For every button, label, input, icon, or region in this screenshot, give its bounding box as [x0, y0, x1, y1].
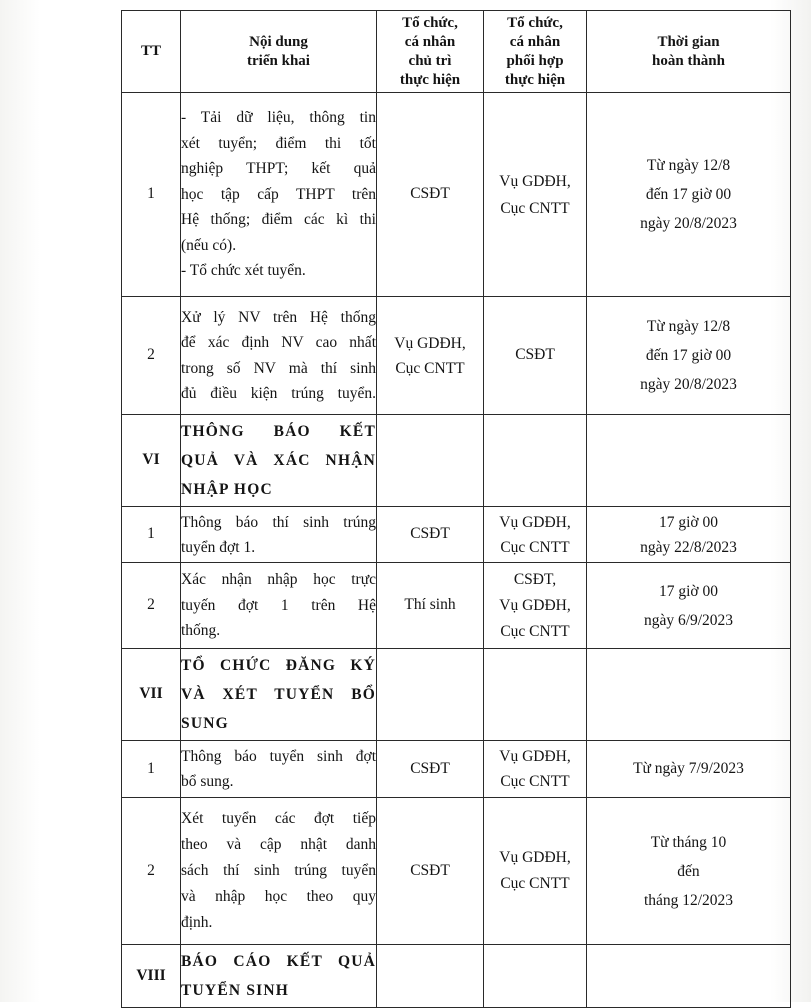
row-content: Xác nhận nhập học trực tuyến đợt 1 trên Hệ thống.: [181, 563, 377, 649]
row-coop: CSĐT: [484, 297, 587, 415]
header-content: Nội dung triển khai: [181, 11, 377, 93]
row-number: 2: [122, 563, 181, 649]
row-host: CSĐT: [377, 741, 484, 798]
row-time: Từ ngày 12/8 đến 17 giờ 00 ngày 20/8/2023: [587, 93, 791, 297]
row-coop: Vụ GDĐH, Cục CNTT: [484, 507, 587, 563]
section-row: [122, 649, 791, 741]
empty-cell: [377, 945, 484, 1008]
row-number: 1: [122, 93, 181, 297]
row-number: 2: [122, 798, 181, 945]
row-number: 1: [122, 741, 181, 798]
row-coop: Vụ GDĐH, Cục CNTT: [484, 93, 587, 297]
section-number: VII: [122, 649, 181, 741]
table-row: [122, 297, 791, 415]
table-row: [122, 93, 791, 297]
row-content: Thông báo thí sinh trúng tuyển đợt 1.: [181, 507, 377, 563]
row-time: Từ tháng 10 đến tháng 12/2023: [587, 798, 791, 945]
row-time: 17 giờ 00 ngày 22/8/2023: [587, 507, 791, 563]
row-host: Thí sinh: [377, 563, 484, 649]
table-row: [122, 507, 791, 563]
row-host: CSĐT: [377, 93, 484, 297]
admission-plan-table: [121, 10, 791, 1008]
empty-cell: [484, 945, 587, 1008]
section-row: [122, 945, 791, 1008]
section-title: THÔNG BÁO KẾT QUẢ VÀ XÁC NHẬN NHẬP HỌC: [181, 415, 377, 507]
section-number: VI: [122, 415, 181, 507]
header-tt: TT: [122, 11, 181, 93]
row-number: 2: [122, 297, 181, 415]
row-content: Xét tuyển các đợt tiếp theo và cập nhật danh sách thí sinh trúng tuyển và nhập học theo quy định.: [181, 798, 377, 945]
row-coop: Vụ GDĐH, Cục CNTT: [484, 741, 587, 798]
row-time: Từ ngày 7/9/2023: [587, 741, 791, 798]
section-title: BÁO CÁO KẾT QUẢ TUYỂN SINH: [181, 945, 377, 1008]
row-content: Xử lý NV trên Hệ thống để xác định NV cao nhất trong số NV mà thí sinh đủ điều kiện trúng tuyển.: [181, 297, 377, 415]
empty-cell: [587, 945, 791, 1008]
row-number: 1: [122, 507, 181, 563]
section-row: [122, 415, 791, 507]
row-host: CSĐT: [377, 798, 484, 945]
row-coop: Vụ GDĐH, Cục CNTT: [484, 798, 587, 945]
row-content: Thông báo tuyển sinh đợt bổ sung.: [181, 741, 377, 798]
row-time: 17 giờ 00 ngày 6/9/2023: [587, 563, 791, 649]
empty-cell: [484, 649, 587, 741]
table-row: [122, 741, 791, 798]
header-time: Thời gian hoàn thành: [587, 11, 791, 93]
empty-cell: [587, 415, 791, 507]
header-host: Tổ chức, cá nhân chủ trì thực hiện: [377, 11, 484, 93]
row-content: - Tải dữ liệu, thông tin xét tuyển; điểm thi tốt nghiệp THPT; kết quả học tập cấp THPT trên Hệ thống; điểm các kì thi (nếu có). - Tổ chức xét tuyển.: [181, 93, 377, 297]
empty-cell: [377, 415, 484, 507]
row-host: CSĐT: [377, 507, 484, 563]
section-title: TỔ CHỨC ĐĂNG KÝ VÀ XÉT TUYỂN BỔ SUNG: [181, 649, 377, 741]
table-row: [122, 563, 791, 649]
empty-cell: [377, 649, 484, 741]
table-header-row: [122, 11, 791, 93]
header-coop: Tổ chức, cá nhân phối hợp thực hiện: [484, 11, 587, 93]
table-row: [122, 798, 791, 945]
empty-cell: [484, 415, 587, 507]
row-time: Từ ngày 12/8 đến 17 giờ 00 ngày 20/8/2023: [587, 297, 791, 415]
row-coop: CSĐT, Vụ GDĐH, Cục CNTT: [484, 563, 587, 649]
section-number: VIII: [122, 945, 181, 1008]
empty-cell: [587, 649, 791, 741]
row-host: Vụ GDĐH, Cục CNTT: [377, 297, 484, 415]
